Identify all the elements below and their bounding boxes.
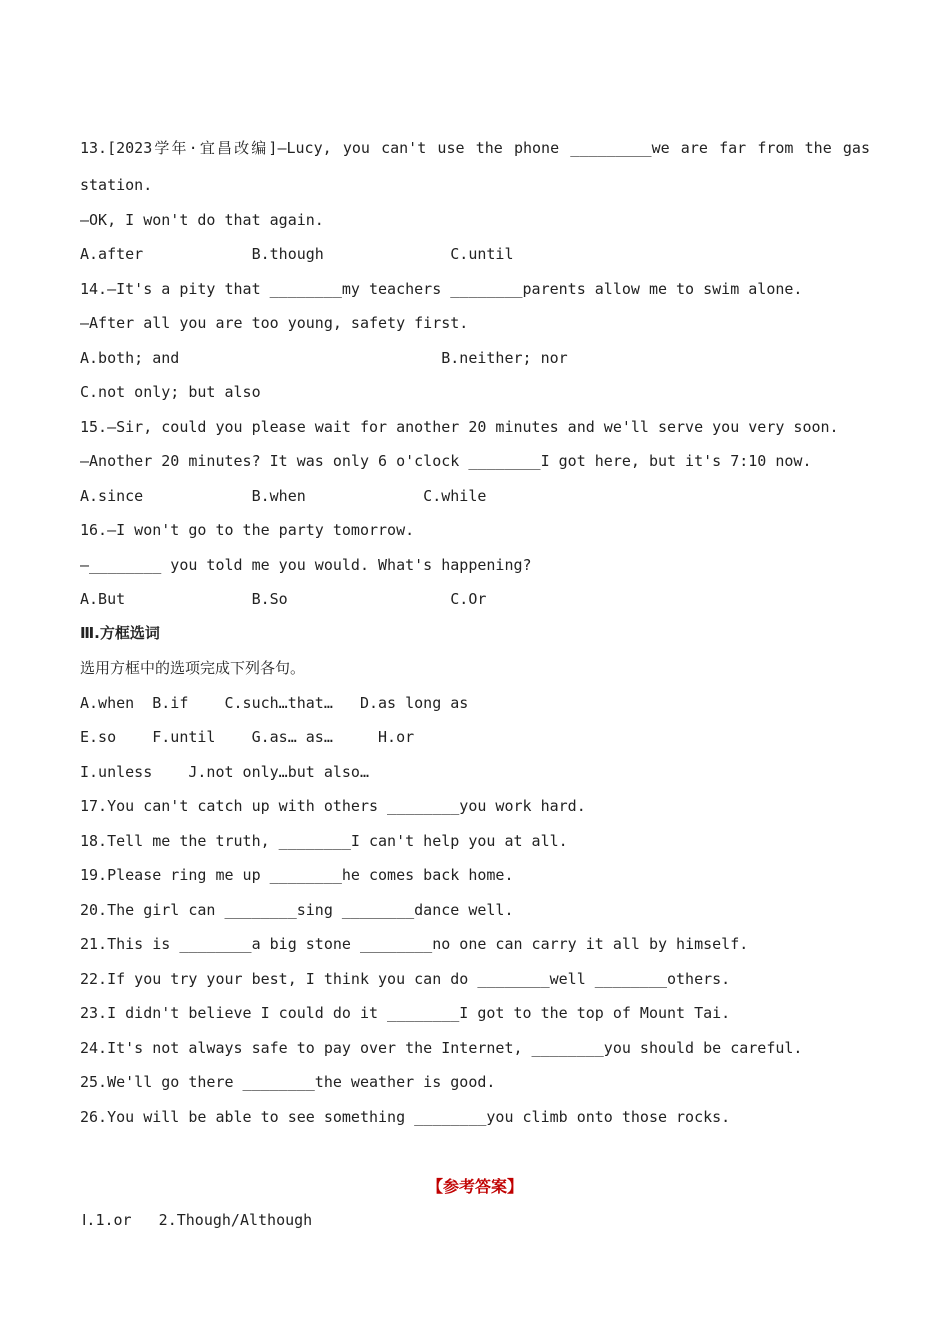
q26: 26.You will be able to see something ________you climb onto those rocks.: [80, 1108, 731, 1126]
q18: 18.Tell me the truth, ________I can't help you at all.: [80, 832, 568, 850]
q24: 24.It's not always safe to pay over the Internet, ________you should be careful.: [80, 1039, 803, 1057]
word-box-row1: A.when B.if C.such…that… D.as long as: [80, 694, 469, 712]
q14-options-row1: A.both; and B.neither; nor: [80, 349, 568, 367]
answer-key-title: 【参考答案】: [426, 1177, 523, 1196]
q13-stem-line1: 13.[2023学年·宜昌改编]—Lucy, you can't use the phone _________we are far from the gas: [80, 139, 870, 157]
word-box-row3: I.unless J.not only…but also…: [80, 763, 369, 781]
q16-options: A.But B.So C.Or: [80, 590, 487, 608]
q14-options-row2: C.not only; but also: [80, 383, 261, 401]
q14-stem: 14.—It's a pity that ________my teachers ________parents allow me to swim alone.: [80, 280, 803, 298]
q13-stem-line2: station.: [80, 176, 153, 194]
q15-options: A.since B.when C.while: [80, 487, 487, 505]
q22: 22.If you try your best, I think you can do ________well ________others.: [80, 970, 731, 988]
section3-instruction: 选用方框中的选项完成下列各句。: [80, 659, 306, 677]
word-box-row2: E.so F.until G.as… as… H.or: [80, 728, 415, 746]
q14-reply: —After all you are too young, safety first.: [80, 314, 469, 332]
q16-reply: —________ you told me you would. What's happening?: [80, 556, 532, 574]
q15-stem: 15.—Sir, could you please wait for another 20 minutes and we'll serve you very soon.: [80, 418, 839, 436]
answer-key-line1: Ⅰ.1.or 2.Though/Although: [82, 1211, 313, 1229]
q13-options: A.after B.though C.until: [80, 245, 514, 263]
q13-reply: —OK, I won't do that again.: [80, 211, 324, 229]
q19: 19.Please ring me up ________he comes back home.: [80, 866, 514, 884]
q17: 17.You can't catch up with others ________you work hard.: [80, 797, 586, 815]
q15-reply: —Another 20 minutes? It was only 6 o'clock ________I got here, but it's 7:10 now.: [80, 452, 812, 470]
q23: 23.I didn't believe I could do it ________I got to the top of Mount Tai.: [80, 1004, 731, 1022]
q21: 21.This is ________a big stone ________no one can carry it all by himself.: [80, 935, 749, 953]
q25: 25.We'll go there ________the weather is good.: [80, 1073, 496, 1091]
q20: 20.The girl can ________sing ________dance well.: [80, 901, 514, 919]
section3-heading: Ⅲ.方框选词: [80, 624, 160, 642]
q16-stem: 16.—I won't go to the party tomorrow.: [80, 521, 415, 539]
